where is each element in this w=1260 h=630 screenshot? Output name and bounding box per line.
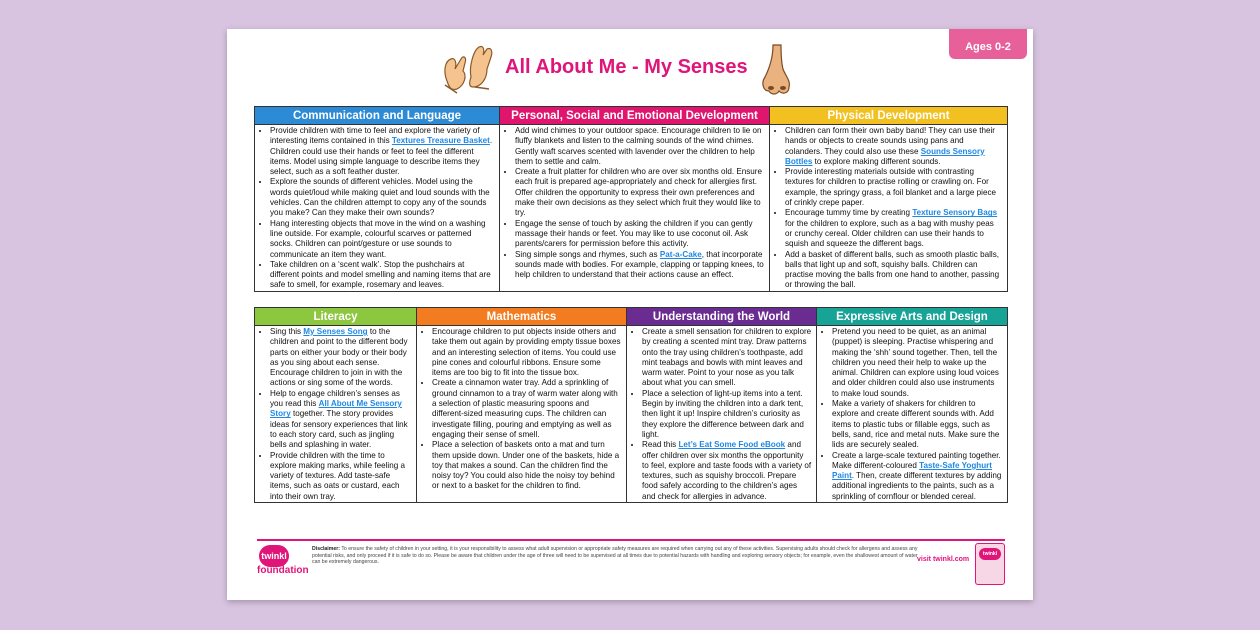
cell-literacy bbox=[255, 326, 417, 503]
bullet-text: Create a smell sensation for children to explore by creating a scented mint tray. Draw patterns onto the tray using children’s toothpaste, add mint teabags and bowls with mint leaves and warm water. Point to your nose as you talk about what you can smell. bbox=[642, 327, 812, 388]
bullet-text: Provide interesting materials outside with contrasting textures for children to practise rolling or crawling on. For example, the springy grass, a foil blanket and a large piece of crinkly crepe paper. bbox=[785, 167, 997, 208]
bullet-item bbox=[785, 126, 1003, 167]
heading-personal: Personal, Social and Emotional Development bbox=[500, 107, 770, 125]
bullet-item bbox=[785, 208, 1003, 249]
bullet-text: Create a cinnamon water tray. Add a sprinkling of ground cinnamon to a tray of warm water along with a selection of plastic measuring spoons and different-sized measuring cups. The children can investigate filling, pouring and emptying as well as engaging their sense of smell. bbox=[432, 378, 618, 439]
bullet-item bbox=[270, 389, 412, 451]
bullet-text: Sing this bbox=[270, 327, 304, 336]
bullet-text: . Children could use their hands or feet to feel the different items. Model using simple language to describe items they select, such as a soft feather duster. bbox=[270, 136, 493, 177]
bullet-item bbox=[432, 378, 622, 440]
bullet-text: Read this bbox=[642, 440, 679, 450]
bullet-item bbox=[642, 389, 812, 440]
footer-divider bbox=[257, 539, 1005, 541]
list-personal bbox=[500, 126, 765, 280]
list-expressive bbox=[817, 327, 1003, 502]
bullet-text: Explore the sounds of different vehicles. Model using the words quiet/loud while making quiet and loud sounds with the vehicles. Can the children attempt to copy any of the sounds you make? Can they make their own sounds? bbox=[270, 177, 490, 218]
bullet-item bbox=[432, 327, 622, 378]
nose-icon bbox=[759, 43, 795, 97]
list-physical bbox=[770, 126, 1003, 291]
resource-link[interactable]: Taste-Safe Yoghurt Paint bbox=[832, 460, 992, 481]
bullet-item bbox=[832, 399, 1003, 450]
bullet-text: Add wind chimes to your outdoor space. Encourage children to lie on fluffy blankets and listen to the calming sounds of the wind chimes. Gently waft scarves scented with lavender over the children to help them to settle and calm. bbox=[515, 126, 762, 166]
bullet-item bbox=[515, 250, 765, 281]
heading-literacy: Literacy bbox=[255, 308, 417, 326]
bullet-text: to the children and point to the different body parts on either your body or their body as you sing about each sense. Encourage children to join in with the actions or sing some of the words. bbox=[270, 327, 408, 388]
bullet-item bbox=[642, 440, 812, 502]
bullet-item bbox=[432, 440, 622, 491]
list-maths bbox=[417, 327, 622, 492]
visit-link[interactable]: visit twinkl.com bbox=[917, 556, 970, 563]
bullet-text: Pretend you need to be quiet, as an animal (puppet) is sleeping. Practise whispering and making the ‘shh’ sound together. Then, tell the children you need their help to wake up the animal. Children can explore using loud voices and older children could also use instruments to make loud sounds. bbox=[832, 327, 999, 398]
heading-understanding: Understanding the World bbox=[627, 308, 817, 326]
bullet-text: . Then, create different textures by adding additional ingredients to the paints, such as a sprinkling of cornflour or blended cereal. bbox=[832, 471, 1002, 501]
bullet-text: Hang interesting objects that move in the wind on a washing line outside. For example, colourful scarves or patterned socks. Children can point/gesture or use sounds to communicate an item they want. bbox=[270, 218, 486, 259]
bullet-item bbox=[785, 167, 1003, 208]
bullet-item bbox=[832, 327, 1003, 399]
list-literacy bbox=[255, 327, 412, 502]
bullet-item bbox=[270, 219, 495, 260]
list-communication bbox=[255, 126, 495, 291]
bullet-text: Place a selection of baskets onto a mat and turn them upside down. Under one of the baskets, hide a toy that makes a sound. Can the children find the noisy toy? You could also hide the noisy toy behind or next to a basket for the children to find. bbox=[432, 440, 620, 491]
disclaimer bbox=[312, 546, 922, 566]
bullet-item bbox=[832, 451, 1003, 502]
bullet-item bbox=[270, 451, 412, 502]
resource-link[interactable]: Texture Sensory Bags bbox=[912, 208, 998, 218]
areas-table-top bbox=[254, 106, 1008, 292]
bullet-item bbox=[642, 327, 812, 389]
bullet-text: Provide children with the time to explore making marks, while feeling a variety of textures. Add taste-safe items, such as oats or custard, each into their own tray. bbox=[270, 450, 405, 501]
cell-communication bbox=[255, 125, 500, 292]
resource-link[interactable]: Let’s Eat Some Food eBook bbox=[678, 440, 786, 450]
areas-table-bottom bbox=[254, 307, 1008, 503]
bullet-item bbox=[270, 177, 495, 218]
disclaimer-text: To ensure the safety of children in your setting, it is your responsibility to assess what adult supervision or appropriate safety measures are required when carrying out any of these activities. Supervising adults should check for allergens and assess any potential risks, and only proceed if it is safe to do so. Please be aware that children under the age of three will need to be supervised at all times due to potential hazards with handling and exploring sensory objects; for example, even the shallowest amount of water can be extremely dangerous. bbox=[312, 546, 918, 566]
heading-physical: Physical Development bbox=[770, 107, 1008, 125]
resource-link[interactable]: Textures Treasure Basket bbox=[391, 136, 490, 146]
heading-communication: Communication and Language bbox=[255, 107, 500, 125]
quality-seal bbox=[975, 543, 1005, 585]
hands-icon bbox=[441, 41, 495, 95]
bullet-text: Sing simple songs and rhymes, such as bbox=[515, 249, 660, 259]
cell-maths bbox=[417, 326, 627, 503]
page-title: All About Me - My Senses bbox=[505, 56, 748, 78]
bullet-item bbox=[270, 327, 412, 389]
cell-understanding bbox=[627, 326, 817, 503]
bullet-text: Provide children with time to feel and explore the variety of interesting items contained in this bbox=[270, 126, 480, 146]
bullet-text: for the children to explore, such as a bag with mushy peas or crunchy cereal. Older children can use their hands to squish and squeeze the different bags. bbox=[785, 218, 994, 249]
age-badge: Ages 0-2 bbox=[949, 29, 1027, 59]
bullet-text: Engage the sense of touch by asking the children if you can gently massage their hands or feet. You may like to use coconut oil. Ask parents/carers for permission before this activity. bbox=[515, 218, 753, 249]
logo-subtext: foundation bbox=[257, 565, 309, 576]
bullet-text: together. The story provides ideas for sensory experiences that link to each story card, such as jingling bells and splashing in water. bbox=[270, 409, 408, 450]
cell-personal bbox=[500, 125, 770, 292]
bullet-text: Take children on a ‘scent walk’. Stop the pushchairs at different points and model smelling and naming items that are safe to smell, for example, rosemary and leaves. bbox=[270, 259, 491, 290]
heading-maths: Mathematics bbox=[417, 308, 627, 326]
bullet-text: Create a fruit platter for children who are over six months old. Ensure each fruit is prepared age-appropriately and check for allergies first. Offer children the opportunity to express their own preferences and make their own decisions as they select which fruit they would like to try. bbox=[515, 167, 762, 218]
bullet-text: Encourage tummy time by creating bbox=[785, 208, 913, 218]
bullet-text: Children can form their own baby band! They can use their hands or objects to create sounds using pans and colanders. They could also use these bbox=[785, 126, 995, 156]
bullet-text: Help to engage children’s senses as you read this bbox=[270, 388, 400, 409]
bullet-item bbox=[515, 219, 765, 250]
activity-sheet bbox=[227, 29, 1033, 600]
bullet-text: Add a basket of different balls, such as smooth plastic balls, balls that light up and soft, squishy balls. Children can practise moving the balls from one hand to another, passing or throwing the ball. bbox=[785, 249, 1000, 290]
cell-expressive bbox=[817, 326, 1008, 503]
cell-physical bbox=[770, 125, 1008, 292]
bullet-item bbox=[515, 126, 765, 167]
bullet-item bbox=[270, 126, 495, 177]
logo-text: twinkl bbox=[259, 545, 289, 567]
bullet-text: Create a large-scale textured painting together. Make different-coloured bbox=[832, 450, 1001, 470]
list-understanding bbox=[627, 327, 812, 502]
resource-link[interactable]: Pat-a-Cake bbox=[659, 249, 702, 259]
resource-link[interactable]: Sounds Sensory Bottles bbox=[785, 146, 985, 166]
seal-text: twinkl bbox=[979, 548, 1001, 560]
disclaimer-label: Disclaimer: bbox=[312, 546, 340, 552]
bullet-item bbox=[270, 260, 495, 291]
resource-link[interactable]: All About Me Sensory Story bbox=[270, 399, 402, 419]
bullet-text: , that incorporate sounds made with bodies. For example, clapping or tapping knees, to help children to understand that their actions cause an effect. bbox=[515, 249, 764, 280]
bullet-text: to explore making different sounds. bbox=[812, 156, 941, 166]
heading-expressive: Expressive Arts and Design bbox=[817, 308, 1008, 326]
resource-link[interactable]: My Senses Song bbox=[303, 327, 368, 336]
bullet-item bbox=[785, 250, 1003, 291]
bullet-item bbox=[515, 167, 765, 218]
bullet-text: Place a selection of light-up items into a tent. Begin by inviting the children into a dark tent, then light it up! Inspire children’s curiosity as they explore the difference between dark and light. bbox=[642, 388, 804, 439]
bullet-text: Encourage children to put objects inside others and take them out again by providing empty tissue boxes and an interesting selection of items. You could use pine cones and colourful ribbons. Ensure some items are too big to fit into the tissue box. bbox=[432, 327, 621, 378]
bullet-text: and offer children over six months the opportunity to feel, explore and taste foods with a variety of textures, such as squishy broccoli. Prepare food safely according to the children’s ages and check for allergies in advance. bbox=[642, 440, 812, 501]
bullet-text: Make a variety of shakers for children to explore and create different sounds with. Add items to plastic tubs or fillable eggs, such as bells, sand, rice and metal nuts. Make sure the lids are securely sealed. bbox=[832, 399, 1000, 450]
